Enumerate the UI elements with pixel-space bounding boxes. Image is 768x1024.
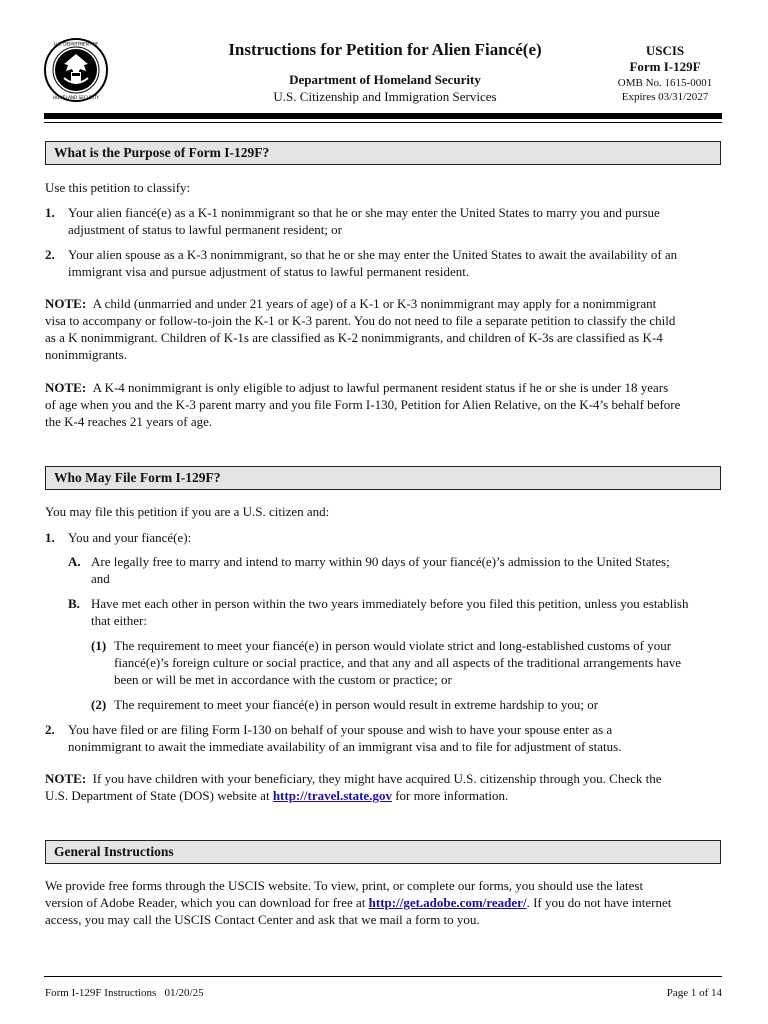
note-label: NOTE:: [45, 771, 87, 786]
subsublist-text: The requirement to meet your fiancé(e) in person would violate strict and long-established customs of your: [114, 638, 672, 653]
sublist-label: A.: [68, 554, 81, 569]
note-paragraph: [45, 295, 725, 312]
expiration-date: Expires 03/31/2027: [621, 91, 709, 103]
list-item-text: immigrant visa and pursue adjustment of status to lawful permanent resident.: [68, 264, 470, 279]
who-intro: You may file this petition if you are a U.S. citizen and:: [45, 504, 330, 519]
list-item-text: nonimmigrant to await the immediate availability of an immigrant visa and to file for adjustment of status.: [68, 739, 622, 754]
note-paragraph: [45, 787, 725, 804]
sublist-text: that either:: [91, 613, 147, 628]
page-number: Page 1 of 14: [666, 987, 722, 999]
list-item-text: Your alien spouse as a K-3 nonimmigrant, so that he or she may enter the United States to await the availability of an: [68, 247, 678, 262]
note-text: A child (unmarried and under 21 years of age) of a K-1 or K-3 nonimmigrant may apply for a nonimmigrant: [92, 296, 657, 311]
list-item-text: Your alien fiancé(e) as a K-1 nonimmigrant so that he or she may enter the United States to marry you and pursue: [68, 205, 660, 220]
note-text: for more information.: [391, 788, 509, 803]
sublist-text: Are legally free to marry and intend to marry within 90 days of your fiancé(e)’s admission to the United States;: [91, 554, 670, 569]
svg-text:U.S. DEPARTMENT OF: U.S. DEPARTMENT OF: [53, 41, 99, 47]
adobe-reader-link[interactable]: http://get.adobe.com/reader/: [368, 895, 527, 910]
subsublist-text: The requirement to meet your fiancé(e) in person would result in extreme hardship to you; or: [114, 697, 599, 712]
note-text: as a K nonimmigrant. Children of K-1s are classified as K-2 nonimmigrants, and children of K-3s are classified as K-4: [45, 330, 663, 345]
header-rule-thin: [44, 122, 722, 123]
subsublist-text: fiancé(e)’s foreign culture or social practice, and that any and all aspects of the traditional arrangements have: [114, 655, 682, 670]
purpose-intro: Use this petition to classify:: [45, 180, 191, 195]
sublist-label: B.: [68, 596, 80, 611]
dhs-seal-icon: [44, 38, 108, 102]
note-label: NOTE:: [45, 380, 87, 395]
list-number: 2.: [45, 247, 55, 262]
footer-form-info: Form I-129F Instructions 01/20/25: [45, 987, 204, 999]
subsublist-text: been or will be met in accordance with the custom or practice; or: [114, 672, 452, 687]
note-text: If you have children with your beneficiary, they might have acquired U.S. citizenship through you. Check the: [92, 771, 662, 786]
uscis-label: USCIS: [645, 43, 685, 58]
sublist-text: and: [91, 571, 110, 586]
subsublist-label: (2): [91, 697, 107, 712]
general-text: We provide free forms through the USCIS website. To view, print, or complete our forms, you should use the latest: [45, 878, 644, 893]
list-number: 1.: [45, 530, 55, 545]
department-name: Department of Homeland Security: [289, 72, 481, 87]
list-item-text: adjustment of status to lawful permanent resident; or: [68, 222, 343, 237]
general-text: access, you may call the USCIS Contact Center and ask that we mail a form to you.: [45, 912, 480, 927]
general-text: version of Adobe Reader, which you can download for free at: [45, 895, 369, 910]
note-text: the K-4 reaches 21 years of age.: [45, 414, 213, 429]
sublist-text: Have met each other in person within the two years immediately before you filed this petition, unless you establish: [91, 596, 689, 611]
note-text: of age when you and the K-3 parent marry and you file Form I-130, Petition for Alien Relative, on the K-4’s behalf before: [45, 397, 681, 412]
header-rule-thick: [44, 113, 722, 119]
section-heading-purpose: What is the Purpose of Form I-129F?: [45, 141, 721, 165]
omb-number: OMB No. 1615-0001: [617, 77, 713, 89]
footer-rule: [44, 976, 722, 977]
section-heading-who-may-file: Who May File Form I-129F?: [45, 466, 721, 490]
general-text-with-link: [45, 894, 725, 911]
general-text: . If you do not have internet: [526, 895, 672, 910]
note-text: visa to accompany or follow-to-join the K-1 or K-3 parent. You do not need to file a separate petition to classify the child: [45, 313, 676, 328]
note-text: A K-4 nonimmigrant is only eligible to adjust to lawful permanent resident status if he or she is under 18 years: [92, 380, 669, 395]
agency-name: U.S. Citizenship and Immigration Services: [273, 89, 497, 104]
note-label: NOTE:: [45, 296, 87, 311]
list-item-text: You have filed or are filing Form I-130 on behalf of your spouse and wish to have your spouse enter as a: [68, 722, 613, 737]
list-number: 2.: [45, 722, 55, 737]
note-paragraph: [45, 770, 725, 787]
form-number: Form I-129F: [629, 59, 701, 74]
section-heading-general-instructions: General Instructions: [45, 840, 721, 864]
list-number: 1.: [45, 205, 55, 220]
list-item-text: You and your fiancé(e):: [68, 530, 192, 545]
travel-state-gov-link[interactable]: http://travel.state.gov: [272, 788, 392, 803]
svg-text:HOMELAND SECURITY: HOMELAND SECURITY: [52, 95, 100, 100]
document-title: Instructions for Petition for Alien Fiancé(e): [228, 40, 542, 59]
note-text: nonimmigrants.: [45, 347, 127, 362]
subsublist-label: (1): [91, 638, 107, 653]
note-text: U.S. Department of State (DOS) website at: [45, 788, 273, 803]
note-paragraph: [45, 379, 725, 396]
